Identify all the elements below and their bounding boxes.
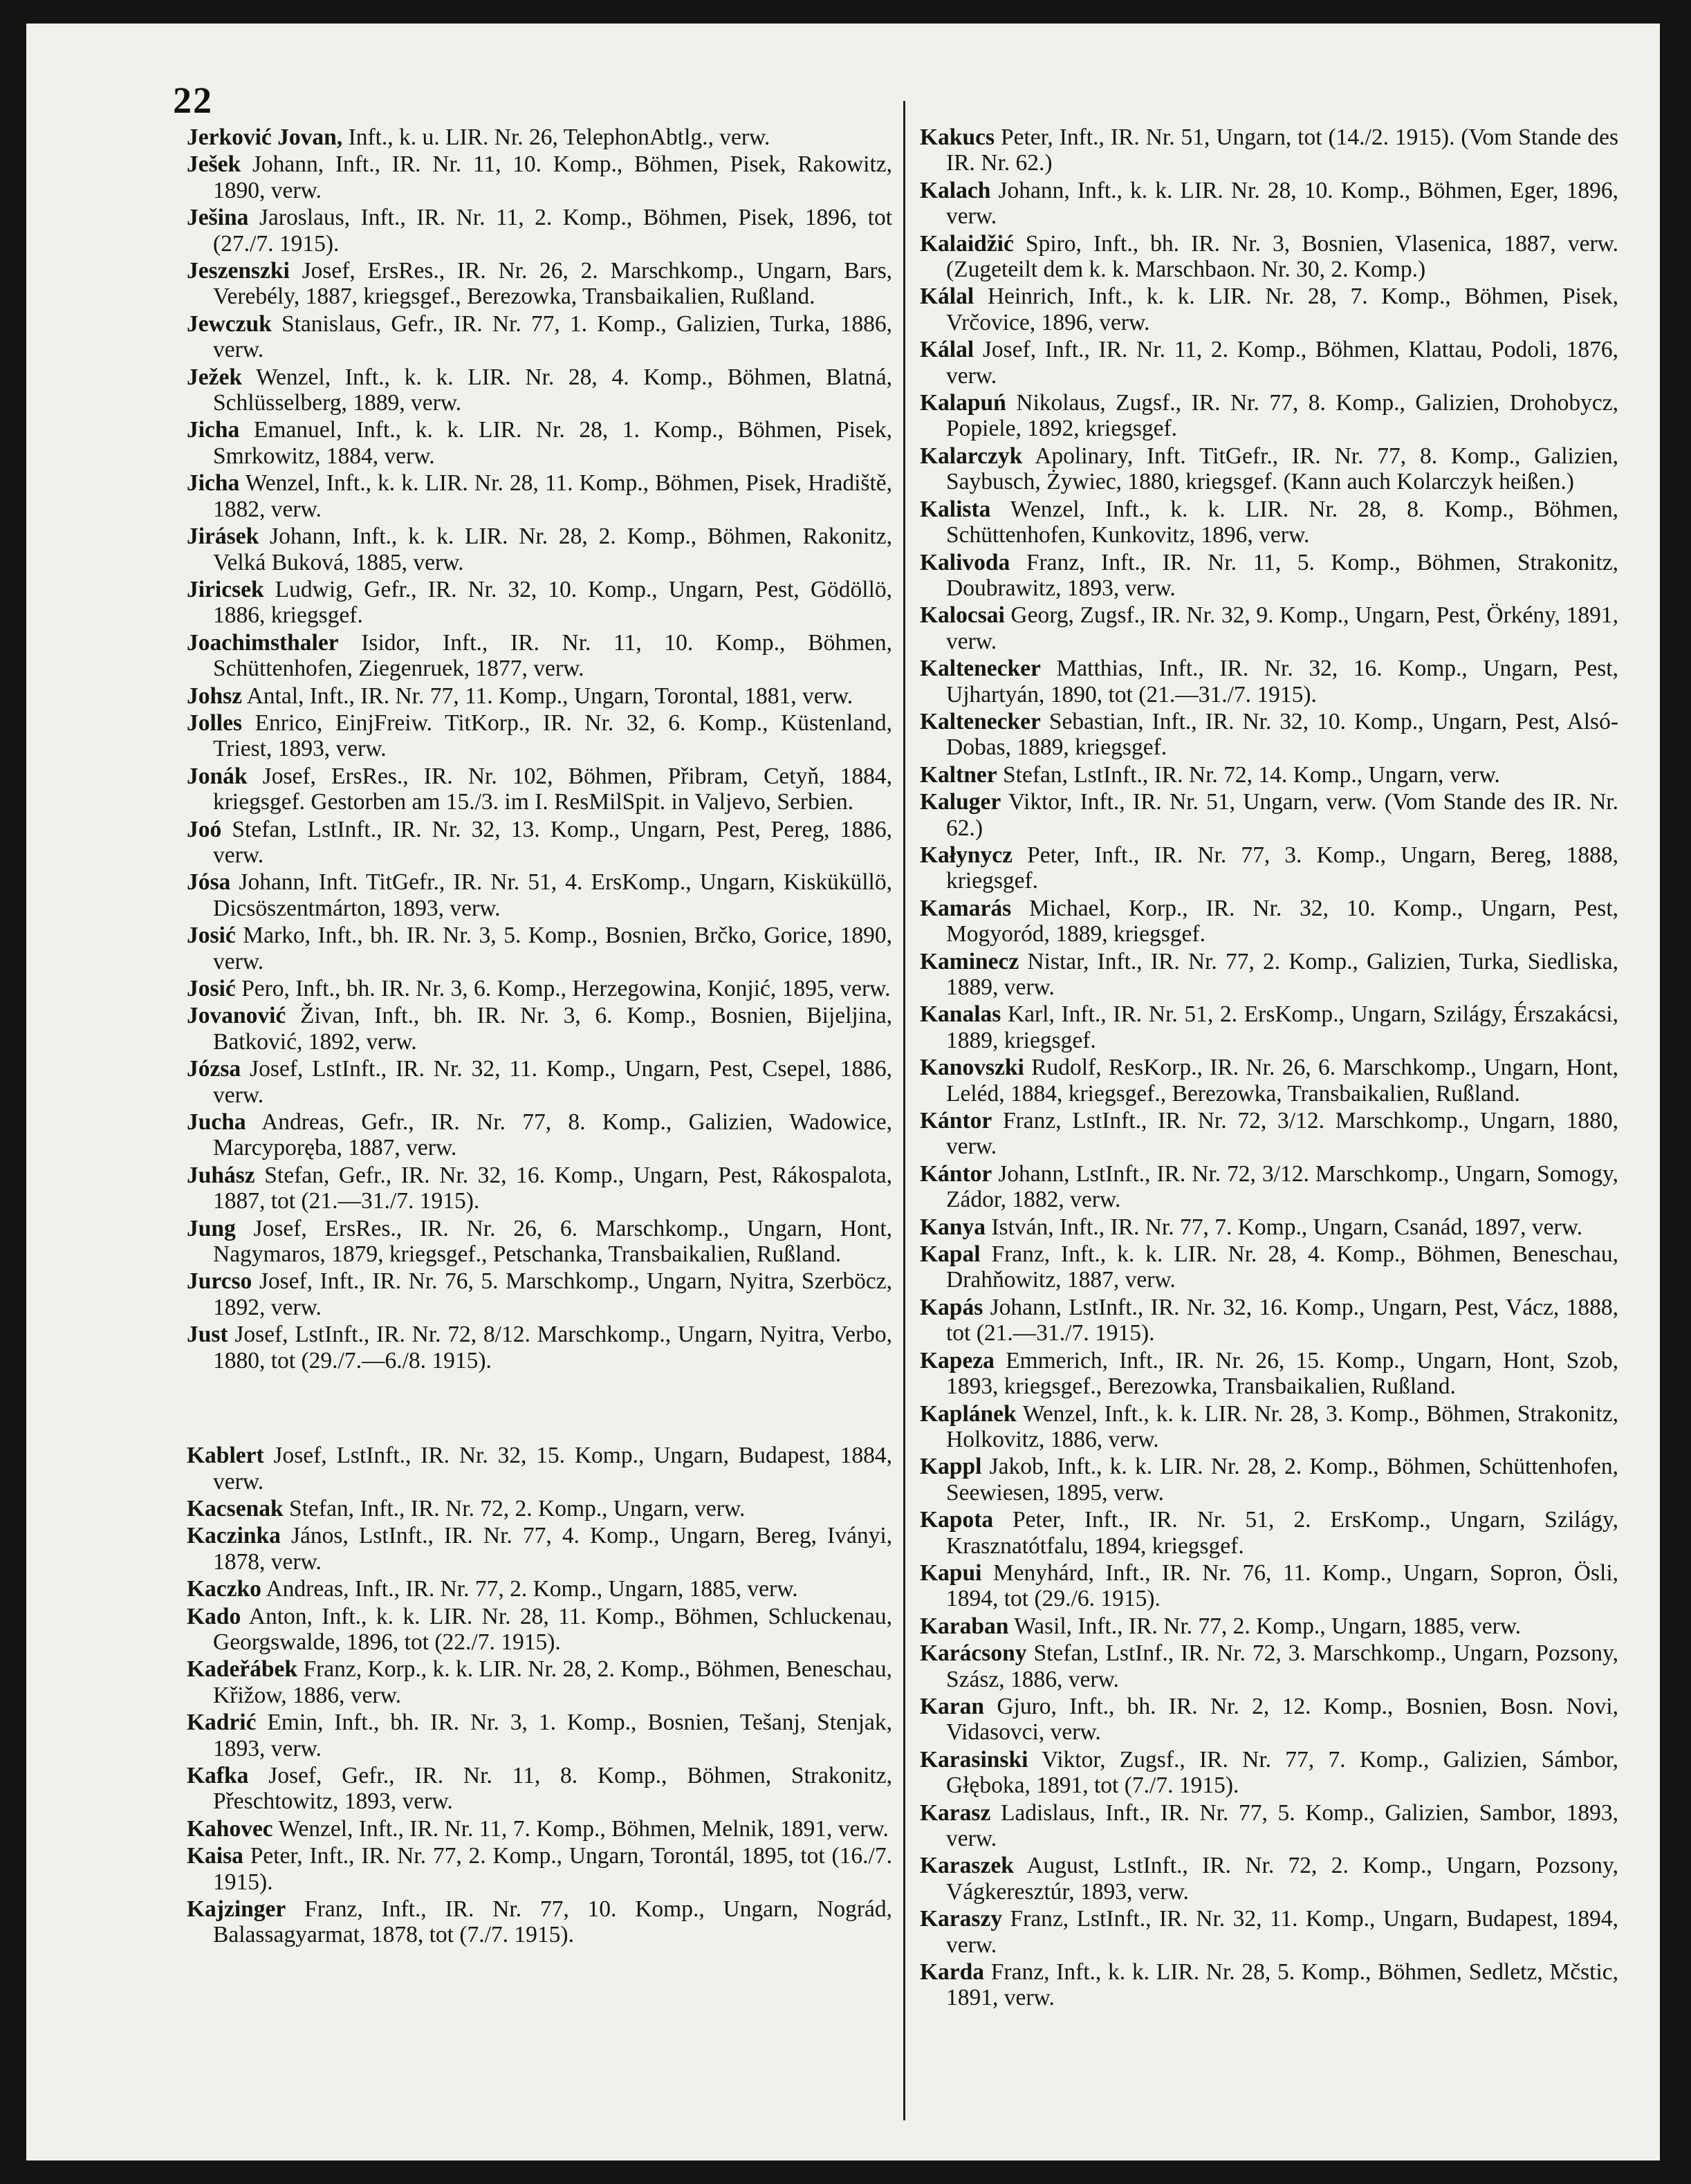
entry-details: Josef, LstInft., IR. Nr. 32, 15. Komp., Ungarn, Budapest, 1884, verw.: [213, 1443, 892, 1494]
entry-surname: Jiricsek: [187, 576, 264, 602]
casualty-entry: [920, 1108, 1618, 1160]
casualty-entry: [187, 1843, 892, 1895]
casualty-entry: [187, 710, 892, 762]
entry-details: Anton, Inft., k. k. LIR. Nr. 28, 11. Komp., Böhmen, Schluckenau, Georgswalde, 1896, tot (22./7. 1915).: [213, 1603, 892, 1655]
entry-details: Živan, Inft., bh. IR. Nr. 3, 6. Komp., Bosnien, Bijeljina, Batković, 1892, verw.: [213, 1003, 892, 1055]
entry-surname: Karaszy: [920, 1906, 1003, 1932]
casualty-entry: [187, 1816, 892, 1842]
entry-surname: Karaban: [920, 1613, 1009, 1639]
entry-surname: Just: [187, 1322, 228, 1348]
entry-details: Peter, Inft., IR. Nr. 77, 3. Komp., Ungarn, Bereg, 1888, kriegsgef.: [946, 842, 1618, 894]
entry-surname: Kálal: [920, 284, 974, 310]
casualty-entry: [920, 1906, 1618, 1958]
entry-surname: Kaluger: [920, 789, 1001, 815]
casualty-entry: [187, 1710, 892, 1761]
casualty-entry: [187, 151, 892, 203]
entry-details: János, LstInft., IR. Nr. 77, 4. Komp., Ungarn, Bereg, Iványi, 1878, verw.: [213, 1523, 892, 1575]
entry-surname: Kaczinka: [187, 1523, 281, 1549]
casualty-entry: [920, 1348, 1618, 1400]
entry-surname: Jerković Jovan,: [187, 124, 343, 150]
entry-surname: Kalista: [920, 496, 991, 522]
entry-details: Apolinary, Inft. TitGefr., IR. Nr. 77, 8. Komp., Galizien, Saybusch, Żywiec, 1880, kriegsgef. (Kann auch Kolarczyk heißen.): [946, 443, 1618, 495]
casualty-entry: [920, 1959, 1618, 2011]
casualty-entry: [920, 1001, 1618, 1053]
entry-surname: Karasz: [920, 1799, 991, 1826]
entry-surname: Kántor: [920, 1160, 992, 1187]
entry-details: Andreas, Gefr., IR. Nr. 77, 8. Komp., Galizien, Wadowice, Marcyporęba, 1887, verw.: [213, 1109, 892, 1161]
entry-details: Andreas, Inft., IR. Nr. 77, 2. Komp., Ungarn, 1885, verw.: [261, 1576, 798, 1602]
entry-details: Wenzel, Inft., k. k. LIR. Nr. 28, 3. Komp., Böhmen, Strakonitz, Holkovitz, 1886, verw.: [946, 1400, 1618, 1452]
entry-surname: Jicha: [187, 417, 240, 443]
entry-surname: Kántor: [920, 1108, 992, 1134]
entry-surname: Kapota: [920, 1507, 994, 1533]
entry-surname: Kamarás: [920, 895, 1012, 921]
entry-details: Josef, Inft., IR. Nr. 11, 2. Komp., Böhmen, Klattau, Podoli, 1876, verw.: [946, 337, 1618, 389]
entry-surname: Josić: [187, 923, 236, 949]
casualty-entry: [187, 923, 892, 974]
entry-details: Marko, Inft., bh. IR. Nr. 3, 5. Komp., Bosnien, Brčko, Gorice, 1890, verw.: [213, 923, 892, 974]
entry-details: Viktor, Inft., IR. Nr. 51, Ungarn, verw. (Vom Stande des IR. Nr. 62.): [946, 789, 1618, 841]
entry-details: Stefan, Gefr., IR. Nr. 32, 16. Komp., Ungarn, Pest, Rákospalota, 1887, tot (21.—31./7. 1915).: [213, 1162, 892, 1214]
entry-surname: Jewczuk: [187, 311, 272, 337]
entry-surname: Karaszek: [920, 1853, 1014, 1879]
entry-details: István, Inft., IR. Nr. 77, 7. Komp., Ungarn, Csanád, 1897, verw.: [985, 1214, 1583, 1240]
entry-surname: Kajzinger: [187, 1896, 286, 1922]
entry-surname: Kakucs: [920, 124, 995, 150]
entry-details: Jaroslaus, Inft., IR. Nr. 11, 2. Komp., Böhmen, Pisek, 1896, tot (27./7. 1915).: [213, 205, 892, 257]
entry-details: Antal, Inft., IR. Nr. 77, 11. Komp., Ungarn, Torontal, 1881, verw.: [242, 683, 853, 709]
entry-surname: Jung: [187, 1215, 236, 1241]
entry-details: Georg, Zugsf., IR. Nr. 32, 9. Komp., Ungarn, Pest, Örkény, 1891, verw.: [946, 602, 1618, 654]
entry-surname: Kaltner: [920, 761, 997, 788]
entry-surname: Kałynycz: [920, 842, 1013, 868]
entry-details: Stefan, Inft., IR. Nr. 72, 2. Komp., Ungarn, verw.: [283, 1495, 746, 1521]
casualty-entry: [187, 205, 892, 257]
casualty-entry: [187, 470, 892, 522]
entry-details: Josef, ErsRes., IR. Nr. 26, 2. Marschkomp., Ungarn, Bars, Verebély, 1887, kriegsgef., Berezowka, Transbaikalien, Rußland.: [213, 258, 892, 310]
entry-surname: Kacsenak: [187, 1495, 284, 1521]
casualty-entry: [187, 817, 892, 869]
casualty-entry: [920, 896, 1618, 947]
entry-surname: Kaczko: [187, 1576, 261, 1602]
entry-surname: Ješina: [187, 205, 249, 231]
casualty-entry: [920, 762, 1618, 788]
entry-details: Josef, LstInft., IR. Nr. 32, 11. Komp., Ungarn, Pest, Csepel, 1886, verw.: [213, 1056, 892, 1108]
entry-details: Spiro, Inft., bh. IR. Nr. 3, Bosnien, Vlasenica, 1887, verw. (Zugeteilt dem k. k. Marschbaon. Nr. 30, 2. Komp.): [946, 230, 1618, 283]
casualty-entry: [920, 284, 1618, 335]
entry-surname: Kalaidžić: [920, 230, 1014, 257]
entry-details: Karl, Inft., IR. Nr. 51, 2. ErsKomp., Ungarn, Szilágy, Érszakácsi, 1889, kriegsgef.: [946, 1001, 1618, 1053]
entry-surname: Joó: [187, 816, 222, 842]
casualty-entry: [187, 1216, 892, 1268]
entry-details: Emmerich, Inft., IR. Nr. 26, 15. Komp., Ungarn, Hont, Szob, 1893, kriegsgef., Berezowka, Transbaikalien, Rußland.: [946, 1347, 1618, 1400]
entry-surname: Jovanović: [187, 1003, 286, 1029]
right-column: [920, 124, 1618, 2012]
entry-surname: Kálal: [920, 337, 974, 363]
entry-details: Franz, Inft., IR. Nr. 11, 5. Komp., Böhmen, Strakonitz, Doubrawitz, 1893, verw.: [946, 549, 1618, 601]
entry-details: Stefan, LstInft., IR. Nr. 32, 13. Komp., Ungarn, Pest, Pereg, 1886, verw.: [213, 816, 892, 868]
entry-details: Enrico, EinjFreiw. TitKorp., IR. Nr. 32, 6. Komp., Küstenland, Triest, 1893, verw.: [213, 710, 892, 762]
casualty-entry: [920, 1747, 1618, 1799]
entry-details: Josef, LstInft., IR. Nr. 72, 8/12. Marschkomp., Ungarn, Nyitra, Verbo, 1880, tot (29./7.—6./8. 1915).: [213, 1322, 892, 1373]
entry-details: Franz, LstInft., IR. Nr. 72, 3/12. Marschkomp., Ungarn, 1880, verw.: [946, 1108, 1618, 1160]
casualty-entry: [187, 1109, 892, 1161]
casualty-entry: [187, 1896, 892, 1948]
casualty-entry: [187, 683, 892, 709]
entry-details: Franz, Inft., IR. Nr. 77, 10. Komp., Ungarn, Nográd, Balassagyarmat, 1878, tot (7./7. 1915).: [213, 1896, 892, 1948]
entry-details: Nikolaus, Zugsf., IR. Nr. 77, 8. Komp., Galizien, Drohobycz, Popiele, 1892, kriegsgef.: [946, 390, 1618, 442]
entry-surname: Kaminecz: [920, 948, 1019, 974]
entry-details: Josef, Gefr., IR. Nr. 11, 8. Komp., Böhmen, Strakonitz, Přeschtowitz, 1893, verw.: [213, 1762, 892, 1815]
casualty-entry: [920, 1454, 1618, 1506]
entry-details: Josef, ErsRes., IR. Nr. 26, 6. Marschkomp., Ungarn, Hont, Nagymaros, 1879, kriegsgef., Petschanka, Transbaikalien, Rußland.: [213, 1215, 892, 1268]
entry-details: Wasil, Inft., IR. Nr. 77, 2. Komp., Ungarn, 1885, verw.: [1008, 1613, 1522, 1639]
casualty-entry: [920, 497, 1618, 548]
entry-surname: Kaplánek: [920, 1400, 1017, 1427]
entry-surname: Ježek: [187, 364, 242, 390]
column-divider: [903, 101, 905, 2120]
casualty-entry: [920, 656, 1618, 707]
left-column: [187, 124, 892, 1950]
casualty-entry: [920, 231, 1618, 283]
entry-details: August, LstInft., IR. Nr. 72, 2. Komp., Ungarn, Pozsony, Vágkeresztúr, 1893, verw.: [946, 1853, 1618, 1905]
entry-details: Jakob, Inft., k. k. LIR. Nr. 28, 2. Komp., Böhmen, Schüttenhofen, Seewiesen, 1895, verw.: [946, 1454, 1618, 1506]
casualty-entry: [187, 1523, 892, 1575]
casualty-entry: [920, 390, 1618, 442]
entry-details: Johann, Inft., IR. Nr. 11, 10. Komp., Böhmen, Pisek, Rakowitz, 1890, verw.: [213, 151, 892, 203]
entry-details: Pero, Inft., bh. IR. Nr. 3, 6. Komp., Herzegowina, Konjić, 1895, verw.: [235, 976, 891, 1001]
casualty-entry: [920, 1694, 1618, 1746]
entry-surname: Kablert: [187, 1443, 264, 1469]
entry-details: Johann, Inft. TitGefr., IR. Nr. 51, 4. ErsKomp., Ungarn, Kisküküllö, Dicsöszentmárton, 1893, verw.: [213, 869, 892, 921]
entry-surname: Kanalas: [920, 1001, 1001, 1028]
entry-surname: Jurcso: [187, 1268, 252, 1295]
entry-surname: Jeszenszki: [187, 258, 290, 284]
casualty-entry: [920, 709, 1618, 761]
entry-surname: Karda: [920, 1959, 985, 1986]
casualty-entry: [187, 630, 892, 682]
entry-details: Johann, Inft., k. k. LIR. Nr. 28, 2. Komp., Böhmen, Rakonitz, Velká Buková, 1885, verw.: [213, 524, 892, 575]
casualty-entry: [920, 124, 1618, 176]
casualty-entry: [920, 178, 1618, 230]
entry-surname: Juhász: [187, 1162, 255, 1188]
casualty-entry: [187, 258, 892, 310]
entry-surname: Józsa: [187, 1056, 241, 1082]
entry-details: Stefan, LstInf., IR. Nr. 72, 3. Marschkomp., Ungarn, Pozsony, Szász, 1886, verw.: [946, 1640, 1618, 1692]
entry-details: Emin, Inft., bh. IR. Nr. 3, 1. Komp., Bosnien, Tešanj, Stenjak, 1893, verw.: [213, 1710, 892, 1761]
entry-surname: Kanya: [920, 1214, 986, 1240]
entry-surname: Kado: [187, 1603, 241, 1629]
casualty-entry: [187, 1763, 892, 1815]
section-gap: [187, 1375, 892, 1443]
casualty-entry: [187, 764, 892, 815]
entry-surname: Kaltenecker: [920, 708, 1041, 734]
casualty-entry: [187, 524, 892, 575]
entry-details: Wenzel, Inft., k. k. LIR. Nr. 28, 11. Komp., Böhmen, Pisek, Hradiště, 1882, verw.: [213, 470, 892, 522]
entry-details: Rudolf, ResKorp., IR. Nr. 26, 6. Marschkomp., Ungarn, Hont, Leléd, 1884, kriegsgef., Berezowka, Transbaikalien, Rußland.: [946, 1055, 1618, 1107]
entry-details: Michael, Korp., IR. Nr. 32, 10. Komp., Ungarn, Pest, Mogyoród, 1889, kriegsgef.: [946, 895, 1618, 947]
entry-details: Ladislaus, Inft., IR. Nr. 77, 5. Komp., Galizien, Sambor, 1893, verw.: [946, 1799, 1618, 1851]
casualty-entry: [187, 1003, 892, 1055]
entry-details: Johann, LstInft., IR. Nr. 72, 3/12. Marschkomp., Ungarn, Somogy, Zádor, 1882, verw.: [946, 1160, 1618, 1213]
entry-details: Matthias, Inft., IR. Nr. 32, 16. Komp., Ungarn, Pest, Ujhartyán, 1890, tot (21.—31./7. 1915).: [946, 656, 1618, 707]
entry-surname: Jucha: [187, 1109, 246, 1136]
entry-surname: Kafka: [187, 1762, 249, 1788]
entry-details: Franz, LstInft., IR. Nr. 32, 11. Komp., Ungarn, Budapest, 1894, verw.: [946, 1906, 1618, 1958]
entry-details: Wenzel, Inft., IR. Nr. 11, 7. Komp., Böhmen, Melnik, 1891, verw.: [272, 1815, 889, 1842]
casualty-entry: [920, 789, 1618, 841]
entry-details: Franz, Inft., k. k. LIR. Nr. 28, 5. Komp., Böhmen, Sedletz, Mčstic, 1891, verw.: [946, 1959, 1618, 2011]
casualty-entry: [187, 869, 892, 921]
entry-surname: Ješek: [187, 151, 241, 178]
entry-surname: Kalach: [920, 177, 991, 203]
entry-details: Johann, LstInft., IR. Nr. 32, 16. Komp., Ungarn, Pest, Vácz, 1888, tot (21.—31./7. 1915).: [946, 1294, 1618, 1347]
entry-details: Franz, Korp., k. k. LIR. Nr. 28, 2. Komp., Böhmen, Beneschau, Křižow, 1886, verw.: [213, 1656, 892, 1708]
entry-surname: Kaltenecker: [920, 656, 1041, 682]
casualty-entry: [187, 311, 892, 363]
entry-details: Nistar, Inft., IR. Nr. 77, 2. Komp., Galizien, Turka, Siedliska, 1889, verw.: [946, 948, 1618, 1000]
entry-details: Johann, Inft., k. k. LIR. Nr. 28, 10. Komp., Böhmen, Eger, 1896, verw.: [946, 177, 1618, 230]
entry-details: Peter, Inft., IR. Nr. 77, 2. Komp., Ungarn, Torontál, 1895, tot (16./7. 1915).: [213, 1843, 892, 1895]
entry-details: Wenzel, Inft., k. k. LIR. Nr. 28, 4. Komp., Böhmen, Blatná, Schlüsselberg, 1889, verw.: [213, 364, 892, 416]
casualty-entry: [920, 1640, 1618, 1692]
entry-surname: Kadeřábek: [187, 1656, 298, 1683]
casualty-entry: [187, 1576, 892, 1602]
entry-details: Emanuel, Inft., k. k. LIR. Nr. 28, 1. Komp., Böhmen, Pisek, Smrkowitz, 1884, verw.: [213, 417, 892, 469]
entry-surname: Kaisa: [187, 1843, 243, 1869]
casualty-entry: [920, 1401, 1618, 1453]
casualty-entry: [920, 550, 1618, 602]
entry-surname: Josić: [187, 976, 236, 1001]
entry-surname: Kanovszki: [920, 1055, 1024, 1081]
entry-details: Gjuro, Inft., bh. IR. Nr. 2, 12. Komp., Bosnien, Bosn. Novi, Vidasovci, verw.: [946, 1693, 1618, 1746]
entry-details: Josef, ErsRes., IR. Nr. 102, Böhmen, Přibram, Cetyň, 1884, kriegsgef. Gestorben am 15./3. im I. ResMilSpit. in Valjevo, Serbien.: [213, 763, 892, 815]
casualty-entry: [920, 1613, 1618, 1639]
entry-surname: Kahovec: [187, 1815, 273, 1842]
entry-details: Stanislaus, Gefr., IR. Nr. 77, 1. Komp., Galizien, Turka, 1886, verw.: [213, 311, 892, 363]
entry-details: Wenzel, Inft., k. k. LIR. Nr. 28, 8. Komp., Böhmen, Schüttenhofen, Kunkovitz, 1896, verw.: [946, 496, 1618, 548]
entry-surname: Jonák: [187, 763, 248, 789]
entry-details: Sebastian, Inft., IR. Nr. 32, 10. Komp., Ungarn, Pest, Alsó-Dobas, 1889, kriegsgef.: [946, 708, 1618, 761]
entry-details: Isidor, Inft., IR. Nr. 11, 10. Komp., Böhmen, Schüttenhofen, Ziegenruek, 1877, verw.: [213, 629, 892, 682]
casualty-entry: [187, 1443, 892, 1494]
entry-details: Peter, Inft., IR. Nr. 51, 2. ErsKomp., Ungarn, Szilágy, Krasznatótfalu, 1894, kriegsgef.: [946, 1507, 1618, 1559]
entry-details: Ludwig, Gefr., IR. Nr. 32, 10. Komp., Ungarn, Pest, Gödöllö, 1886, kriegsgef.: [213, 576, 892, 629]
casualty-entry: [187, 577, 892, 629]
casualty-entry: [920, 337, 1618, 389]
casualty-entry: [920, 1055, 1618, 1107]
casualty-entry: [187, 417, 892, 469]
entry-surname: Kapás: [920, 1294, 983, 1320]
casualty-entry: [920, 1241, 1618, 1293]
entry-details: Josef, Inft., IR. Nr. 76, 5. Marschkomp., Ungarn, Nyitra, Szerböcz, 1892, verw.: [213, 1268, 892, 1320]
entry-details: Viktor, Zugsf., IR. Nr. 77, 7. Komp., Galizien, Sámbor, Głęboka, 1891, tot (7./7. 1915).: [946, 1746, 1618, 1799]
casualty-entry: [187, 976, 892, 1001]
casualty-entry: [920, 1295, 1618, 1347]
casualty-entry: [187, 124, 892, 150]
casualty-entry: [920, 1161, 1618, 1213]
casualty-entry: [920, 949, 1618, 1001]
entry-surname: Jósa: [187, 869, 231, 896]
entry-details: Heinrich, Inft., k. k. LIR. Nr. 28, 7. Komp., Böhmen, Pisek, Vrčovice, 1896, verw.: [946, 284, 1618, 335]
casualty-entry: [920, 1507, 1618, 1559]
entry-surname: Kalivoda: [920, 549, 1010, 575]
entry-surname: Jirásek: [187, 524, 259, 550]
casualty-entry: [187, 1656, 892, 1708]
entry-surname: Kalapuń: [920, 390, 1006, 416]
entry-details: Menyhárd, Inft., IR. Nr. 76, 11. Komp., Ungarn, Sopron, Ösli, 1894, tot (29./6. 1915).: [946, 1560, 1618, 1612]
entry-surname: Joachimsthaler: [187, 629, 339, 656]
page-number: 22: [173, 80, 213, 121]
entry-surname: Kapal: [920, 1241, 981, 1268]
casualty-entry: [920, 602, 1618, 654]
entry-surname: Kalocsai: [920, 602, 1005, 629]
casualty-entry: [187, 364, 892, 416]
entry-details: Peter, Inft., IR. Nr. 51, Ungarn, tot (14./2. 1915). (Vom Stande des IR. Nr. 62.): [946, 124, 1618, 176]
entry-surname: Kapui: [920, 1560, 982, 1586]
casualty-entry: [920, 842, 1618, 894]
casualty-entry: [187, 1496, 892, 1521]
entry-surname: Jolles: [187, 710, 243, 736]
casualty-entry: [920, 443, 1618, 495]
entry-surname: Karasinski: [920, 1746, 1028, 1773]
casualty-entry: [187, 1604, 892, 1656]
casualty-entry: [187, 1163, 892, 1214]
entry-surname: Kappl: [920, 1454, 982, 1480]
entry-surname: Jicha: [187, 470, 240, 497]
entry-surname: Karan: [920, 1693, 985, 1719]
entry-surname: Kadrić: [187, 1710, 257, 1736]
entry-details: Franz, Inft., k. k. LIR. Nr. 28, 4. Komp., Böhmen, Beneschau, Drahňowitz, 1887, verw.: [946, 1241, 1618, 1293]
casualty-entry: [187, 1268, 892, 1320]
casualty-entry: [920, 1800, 1618, 1852]
entry-surname: Johsz: [187, 683, 243, 709]
entry-surname: Karácsony: [920, 1640, 1027, 1667]
casualty-entry: [920, 1214, 1618, 1240]
casualty-entry: [920, 1853, 1618, 1905]
book-page: [26, 24, 1660, 2160]
entry-details: Inft., k. u. LIR. Nr. 26, TelephonAbtlg., verw.: [342, 124, 770, 150]
entry-details: Stefan, LstInft., IR. Nr. 72, 14. Komp., Ungarn, verw.: [997, 761, 1500, 788]
casualty-entry: [920, 1560, 1618, 1612]
casualty-entry: [187, 1056, 892, 1108]
casualty-entry: [187, 1322, 892, 1373]
entry-surname: Kapeza: [920, 1347, 995, 1373]
entry-surname: Kalarczyk: [920, 443, 1023, 469]
